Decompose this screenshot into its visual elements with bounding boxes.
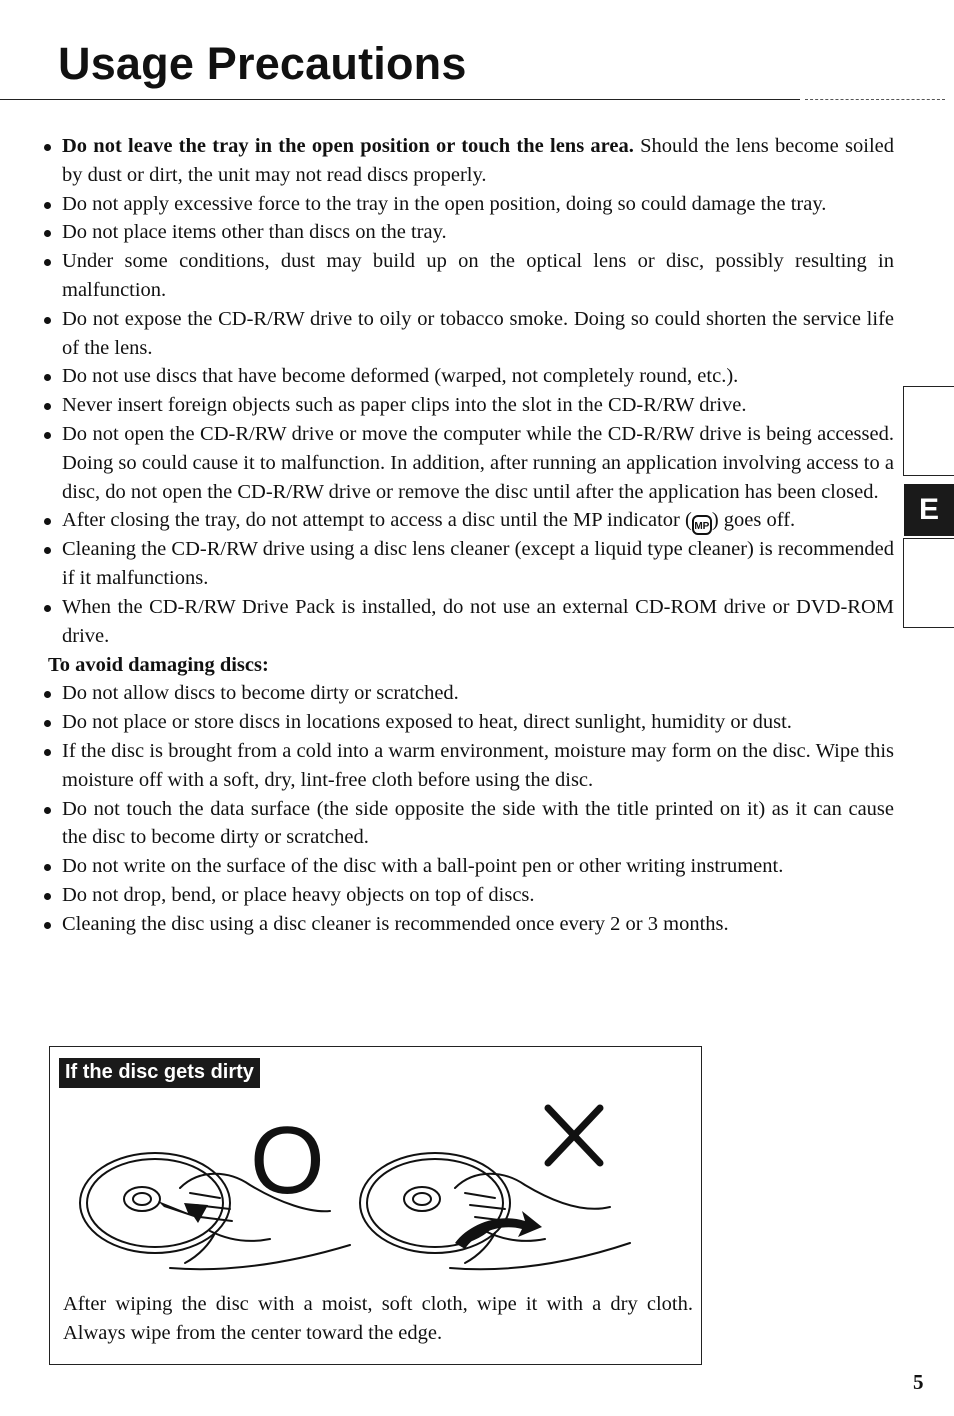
bullet-icon [44, 230, 51, 237]
section-heading: To avoid damaging discs: [48, 653, 269, 676]
arrow-outward-icon [158, 1201, 208, 1223]
list-item [44, 132, 894, 190]
list-item [44, 679, 894, 708]
bullet-icon [44, 691, 51, 698]
list-item [44, 247, 894, 305]
list-item [44, 535, 894, 593]
list-item [44, 190, 894, 219]
item-text: Cleaning the disc using a disc cleaner is recommended once every 2 or 3 months. [62, 912, 729, 935]
precautions-content [44, 132, 894, 939]
box-caption: After wiping the disc with a moist, soft cloth, wipe it with a dry cloth. Always wipe from the center toward the edge. [63, 1293, 693, 1344]
item-text: Do not touch the data surface (the side opposite the side with the title printed on it) as it can cause the disc to become dirty or scratched. [62, 797, 894, 849]
item-text: Do not place items other than discs on the tray. [62, 221, 447, 244]
item-text: Cleaning the CD-R/RW drive using a disc lens cleaner (except a liquid type cleaner) is recommended if it malfunctions. [62, 538, 894, 590]
page-number: 5 [913, 1370, 924, 1394]
bullet-icon [44, 518, 51, 525]
list-item [44, 420, 894, 506]
bullet-icon [44, 922, 51, 929]
bullet-icon [44, 374, 51, 381]
list-item [44, 218, 894, 247]
list-item [44, 708, 894, 737]
bullet-icon [44, 749, 51, 756]
bullet-icon [44, 259, 51, 266]
title-rule-dashed [805, 99, 945, 100]
disc-cleaning-box [49, 1046, 702, 1365]
disc-cleaning-illustration [70, 1093, 670, 1293]
disc-right-icon [360, 1153, 510, 1253]
title-rule [0, 99, 800, 100]
list-item [44, 795, 894, 853]
item-text: Do not use discs that have become deformed (warped, not completely round, etc.). [62, 365, 739, 388]
item-text: ) goes off. [711, 509, 796, 532]
disc-left-icon [80, 1153, 230, 1253]
item-text: Do not allow discs to become dirty or scratched. [62, 682, 459, 705]
bullet-icon [44, 144, 51, 151]
list-item [44, 881, 894, 910]
list-item [44, 852, 894, 881]
hand-right-icon [450, 1174, 630, 1270]
item-text: Do not drop, bend, or place heavy objects on top of discs. [62, 883, 535, 906]
item-lead: Do not leave the tray in the open position or touch the lens area. [62, 135, 634, 157]
bullet-icon [44, 605, 51, 612]
list-item [44, 737, 894, 795]
side-tab-frame-bottom [903, 538, 954, 628]
item-text: Do not place or store discs in locations exposed to heat, direct sunlight, humidity or dust. [62, 711, 792, 734]
bullet-icon [44, 547, 51, 554]
side-tab-frame-top [903, 386, 954, 476]
bullet-icon [44, 317, 51, 324]
item-text: Should the lens become soiled by dust or dirt, the unit may not read discs properly. [62, 135, 894, 186]
item-text: If the disc is brought from a cold into a warm environment, moisture may form on the disc. Wipe this moisture off with a soft, dry, lint-free cloth before using the disc. [62, 739, 894, 791]
list-item [44, 305, 894, 363]
list-item [44, 362, 894, 391]
item-text: Under some conditions, dust may build up on the optical lens or disc, possibly resulting in malfunction. [62, 250, 894, 301]
mp-indicator-icon: MP [692, 515, 712, 535]
list-item [44, 593, 894, 651]
bullet-icon [44, 807, 51, 814]
item-text: When the CD-R/RW Drive Pack is installed, do not use an external CD-ROM drive or DVD-ROM drive. [62, 595, 894, 647]
correct-mark-icon: O [250, 1107, 325, 1214]
item-text: Do not write on the surface of the disc with a ball-point pen or other writing instrument. [62, 855, 784, 878]
list-item [44, 391, 894, 420]
list-item [44, 910, 894, 939]
language-tab: E [904, 484, 954, 536]
page-title: Usage Precautions [58, 38, 467, 89]
bullet-icon [44, 893, 51, 900]
box-heading: If the disc gets dirty [59, 1058, 260, 1088]
list-item [44, 506, 894, 535]
bullet-icon [44, 403, 51, 410]
item-text: Do not expose the CD-R/RW drive to oily or tobacco smoke. Doing so could shorten the service life of the lens. [62, 307, 894, 359]
bullet-icon [44, 202, 51, 209]
item-text: After closing the tray, do not attempt to access a disc until the MP indicator ( [62, 509, 692, 532]
item-text: Do not open the CD-R/RW drive or move the computer while the CD-R/RW drive is being accessed. Doing so could cause it to malfunction. In addition, after running an application involving access to a disc, do not open the CD-R/RW drive or remove the disc until after the application has been closed. [62, 422, 894, 503]
item-text: Do not apply excessive force to the tray in the open position, doing so could damage the tray. [62, 192, 827, 215]
bullet-icon [44, 720, 51, 727]
bullet-icon [44, 864, 51, 871]
bullet-icon [44, 432, 51, 439]
wrong-mark-icon [548, 1108, 600, 1163]
item-text: Never insert foreign objects such as paper clips into the slot in the CD-R/RW drive. [62, 394, 747, 417]
